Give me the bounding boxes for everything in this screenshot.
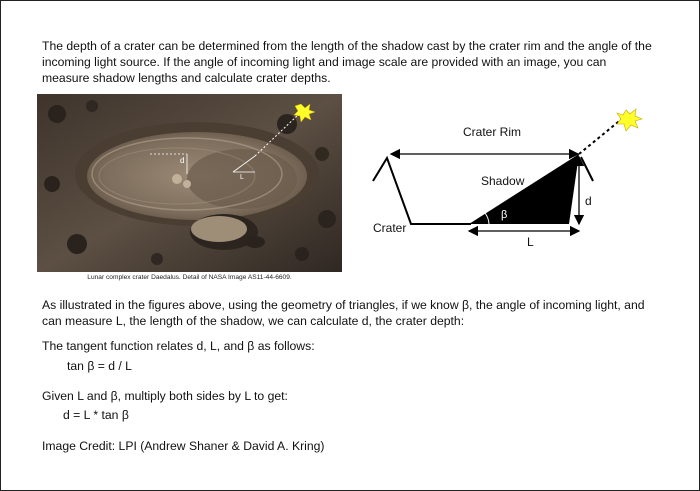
crater-rim-right <box>581 157 593 181</box>
crater-rim-label: Crater Rim <box>463 125 522 139</box>
light-ray <box>579 118 623 154</box>
equation-2: d = L * tan β <box>63 408 129 422</box>
equation-1: tan β = d / L <box>67 359 132 373</box>
image-credit: Image Credit: LPI (Andrew Shaner & David A. Kring) <box>42 439 325 453</box>
photo-label-d: d <box>180 156 185 165</box>
L-label: L <box>527 235 534 249</box>
paragraph-3: Given L and β, multiply both sides by L to get: <box>42 389 288 403</box>
paragraph-2: The tangent function relates d, L, and β as follows: <box>42 339 315 353</box>
crater-outline <box>373 158 471 224</box>
sun-icon <box>617 109 642 131</box>
beta-label: β <box>501 209 508 221</box>
photo-label-L: L <box>240 174 244 181</box>
lunar-crater-photo <box>37 94 342 272</box>
photo-caption: Lunar complex crater Daedalus. Detail of NASA Image AS11-44-6609. <box>87 274 292 281</box>
crater-depth-diagram <box>361 96 661 261</box>
crater-label: Crater <box>373 221 407 235</box>
intro-paragraph: The depth of a crater can be determined from the length of the shadow cast by the crater rim and the angle of the incoming light source. If the angle of incoming light and image scale are provided with an image, you can measure shadow lengths and calculate crater depths. <box>42 39 652 85</box>
paragraph-1: As illustrated in the figures above, using the geometry of triangles, if we know β, the angle of incoming light, and can measure L, the length of the shadow, we can calculate d, the crater depth: <box>42 298 645 328</box>
d-label: d <box>585 194 592 208</box>
shadow-label: Shadow <box>481 174 525 188</box>
